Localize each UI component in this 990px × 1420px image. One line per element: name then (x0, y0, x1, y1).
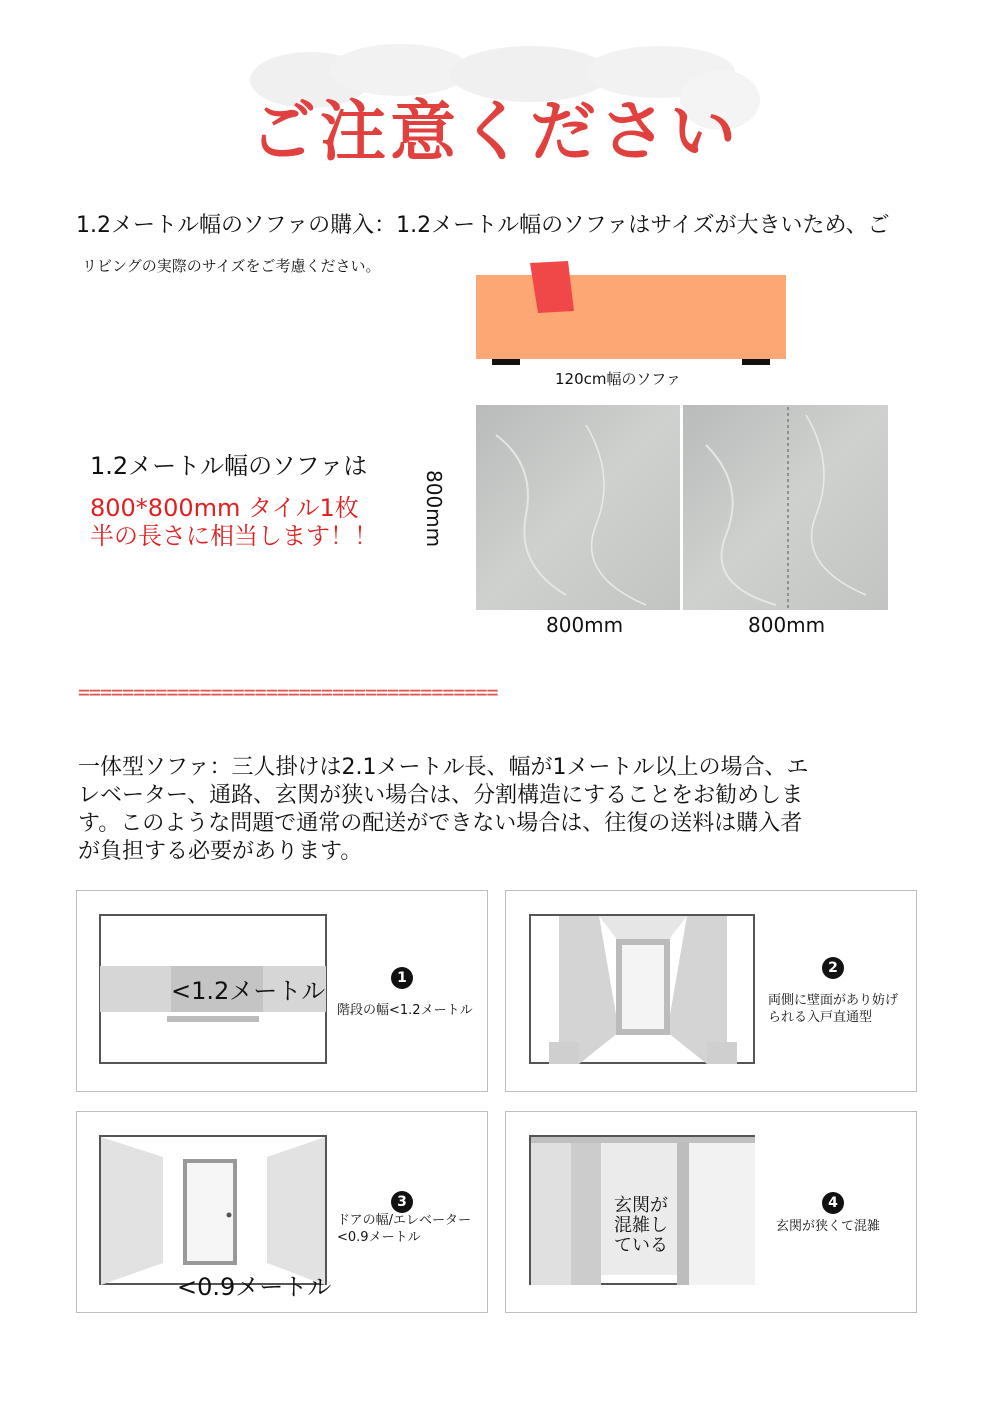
case-4-caption: 玄関が狭くて混雑 (776, 1219, 881, 1234)
sofa-body (476, 275, 786, 359)
case-3-caption: ドアの幅/エレベーター<0.9メートル (337, 1213, 471, 1245)
tile-height-label: 800mm (422, 470, 446, 548)
sofa-leg-right (742, 359, 770, 365)
tile-left (476, 405, 680, 610)
case-card-3 (76, 1111, 488, 1313)
case-4-number: 4 (822, 1192, 844, 1214)
page-title: ご注意ください (250, 93, 740, 170)
equivalence-note: 800*800mm タイル1枚半の長さに相当します！！ (90, 494, 378, 550)
tile-diagram (476, 405, 888, 610)
case-3-inner-label: <0.9メートル (177, 1273, 332, 1301)
sofa-diagram (470, 255, 800, 370)
case-1-number: 1 (391, 967, 413, 989)
intro-line-1: 1.2メートル幅のソファの購入：1.2メートル幅のソファはサイズが大きいため、ご (76, 213, 890, 238)
section-divider: ====================================== (78, 680, 498, 704)
door-illustration (99, 1135, 329, 1287)
sofa-width-label: 120cm幅のソファ (555, 370, 681, 388)
case-card-1 (76, 890, 488, 1092)
corridor-illustration (529, 914, 757, 1066)
equivalence-heading: 1.2メートル幅のソファは (90, 452, 368, 480)
tile-right (683, 405, 888, 610)
case-3-number: 3 (391, 1191, 413, 1213)
tile-width-label-1: 800mm (546, 613, 624, 637)
intro-line-2: リビングの実際のサイズをご考慮ください。 (82, 257, 381, 275)
sofa-leg-left (492, 359, 520, 365)
case-2-number: 2 (822, 957, 844, 979)
case-1-inner-label: <1.2メートル (171, 977, 326, 1005)
case-card-4 (505, 1111, 917, 1313)
case-4-inner-label: 玄関が混雑している (614, 1195, 668, 1256)
notice-paragraph: 一体型ソファ：三人掛けは2.1メートル長、幅が1メートル以上の場合、エレベーター、通路、玄関が狭い場合は、分割構造にすることをお勧めします。このような問題で通常の配送ができない場合は、往復の送料は購入者が負担する必要があります。 (78, 755, 809, 864)
case-1-caption: 階段の幅<1.2メートル (337, 1003, 473, 1018)
tile-width-label-2: 800mm (748, 613, 826, 637)
case-card-2 (505, 890, 917, 1092)
case-2-caption: 両側に壁面があり妨げられる入戸直通型 (768, 993, 899, 1025)
